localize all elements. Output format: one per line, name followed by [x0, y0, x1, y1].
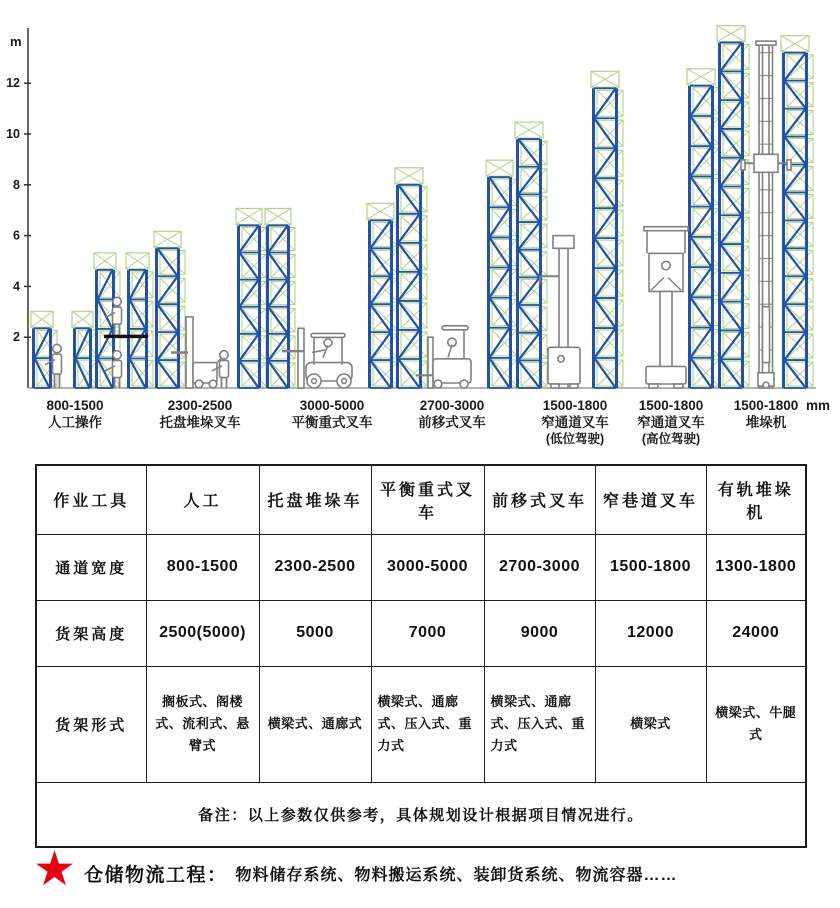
group-range-label: 3000-5000	[299, 398, 365, 413]
y-tick-label: 10	[6, 127, 20, 141]
note-row	[36, 782, 806, 847]
rack-height-row	[36, 600, 806, 666]
group-name-label: 平衡重式叉车	[291, 415, 373, 430]
pallet-rack	[591, 71, 623, 388]
aisle-width-row	[36, 534, 806, 600]
x-axis-unit: mm	[805, 398, 831, 413]
group-range-label: 1500-1800	[542, 398, 608, 413]
table-cell: 1500-1800	[595, 534, 706, 600]
pallet-rack	[126, 253, 153, 388]
header-reach-truck: 前移式叉车	[484, 465, 595, 534]
group-range-label: 800-1500	[46, 398, 104, 413]
table-cell: 24000	[706, 600, 806, 666]
table-cell: 2700-3000	[484, 534, 595, 600]
pallet-rack	[367, 203, 398, 388]
y-tick-label: 8	[13, 177, 20, 192]
header-vna-truck: 窄巷道叉车	[595, 465, 706, 534]
table-cell: 5000	[259, 600, 371, 666]
equipment-spec-table	[35, 464, 807, 848]
group-range-label: 2300-2500	[167, 398, 233, 413]
group-name-label: 堆垛机	[745, 415, 787, 430]
header-stacker-crane: 有轨堆垛机	[706, 465, 806, 534]
header-tool: 作业工具	[36, 465, 146, 534]
mezzanine-bar	[104, 335, 148, 339]
group-sub-label: (低位驾驶)	[545, 432, 605, 446]
star-icon: ★	[33, 843, 77, 896]
y-tick-label: 2	[13, 330, 20, 345]
table-cell: 搁板式、阁楼式、流利式、悬臂式	[146, 666, 259, 782]
header-pallet-stacker: 托盘堆垛车	[259, 465, 371, 534]
table-header-row	[36, 465, 806, 534]
table-cell: 2300-2500	[259, 534, 371, 600]
group-name-label: 窄通道叉车	[637, 415, 705, 430]
vna-truck-low	[540, 236, 580, 388]
table-cell: 横梁式、通廊式、压入式、重力式	[484, 666, 595, 782]
group-name-label: 托盘堆垛叉车	[159, 415, 241, 430]
counterbalance-forklift	[282, 328, 352, 388]
group-name-label: 人工操作	[48, 415, 102, 430]
pallet-rack	[486, 160, 517, 388]
table-cell: 800-1500	[146, 534, 259, 600]
group-range-label: 2700-3000	[419, 398, 485, 413]
y-axis-unit: m	[10, 34, 22, 49]
footer-line	[33, 843, 823, 900]
pallet-rack	[72, 311, 97, 388]
row-label-aisle-width: 通道宽度	[36, 534, 146, 600]
pallet-rack	[515, 122, 547, 388]
table-cell: 2500(5000)	[146, 600, 259, 666]
table-cell: 7000	[371, 600, 484, 666]
header-counterbalance: 平衡重式叉车	[371, 465, 484, 534]
table-note: 备注：以上参数仅供参考，具体规划设计根据项目情况进行。	[36, 782, 806, 847]
y-tick-label: 6	[13, 228, 20, 243]
y-axis	[24, 28, 31, 388]
group-range-label: 1500-1800	[638, 398, 704, 413]
table-cell: 横梁式、通廊式、压入式、重力式	[371, 666, 484, 782]
table-cell: 横梁式、牛腿式	[706, 666, 806, 782]
pallet-rack	[687, 69, 719, 388]
pallet-rack	[236, 208, 266, 388]
table-cell: 1300-1800	[706, 534, 806, 600]
table-cell: 横梁式	[595, 666, 706, 782]
table-cell: 12000	[595, 600, 706, 666]
rack-form-row	[36, 666, 806, 782]
header-manual: 人工	[146, 465, 259, 534]
group-name-label: 窄通道叉车	[541, 415, 609, 430]
footer-text: 物料储存系统、物料搬运系统、装卸货系统、物流容器……	[235, 866, 678, 884]
row-label-rack-form: 货架形式	[36, 666, 146, 782]
vna-truck-high	[644, 227, 688, 388]
table-cell: 横梁式、通廊式	[259, 666, 371, 782]
group-range-label: 1500-1800	[733, 398, 799, 413]
pallet-rack	[154, 231, 185, 388]
group-sub-label: (高位驾驶)	[641, 432, 701, 446]
y-tick-label: 12	[6, 76, 20, 91]
table-cell: 9000	[484, 600, 595, 666]
table-cell: 3000-5000	[371, 534, 484, 600]
pallet-rack	[265, 208, 295, 388]
footer-title: 仓储物流工程：	[84, 864, 228, 886]
pallet-rack	[395, 168, 427, 388]
group-name-label: 前移式叉车	[418, 415, 486, 430]
pallet-rack	[781, 36, 813, 388]
y-tick-label: 4	[13, 279, 20, 294]
pallet-rack	[717, 26, 749, 388]
row-label-rack-height: 货架高度	[36, 600, 146, 666]
